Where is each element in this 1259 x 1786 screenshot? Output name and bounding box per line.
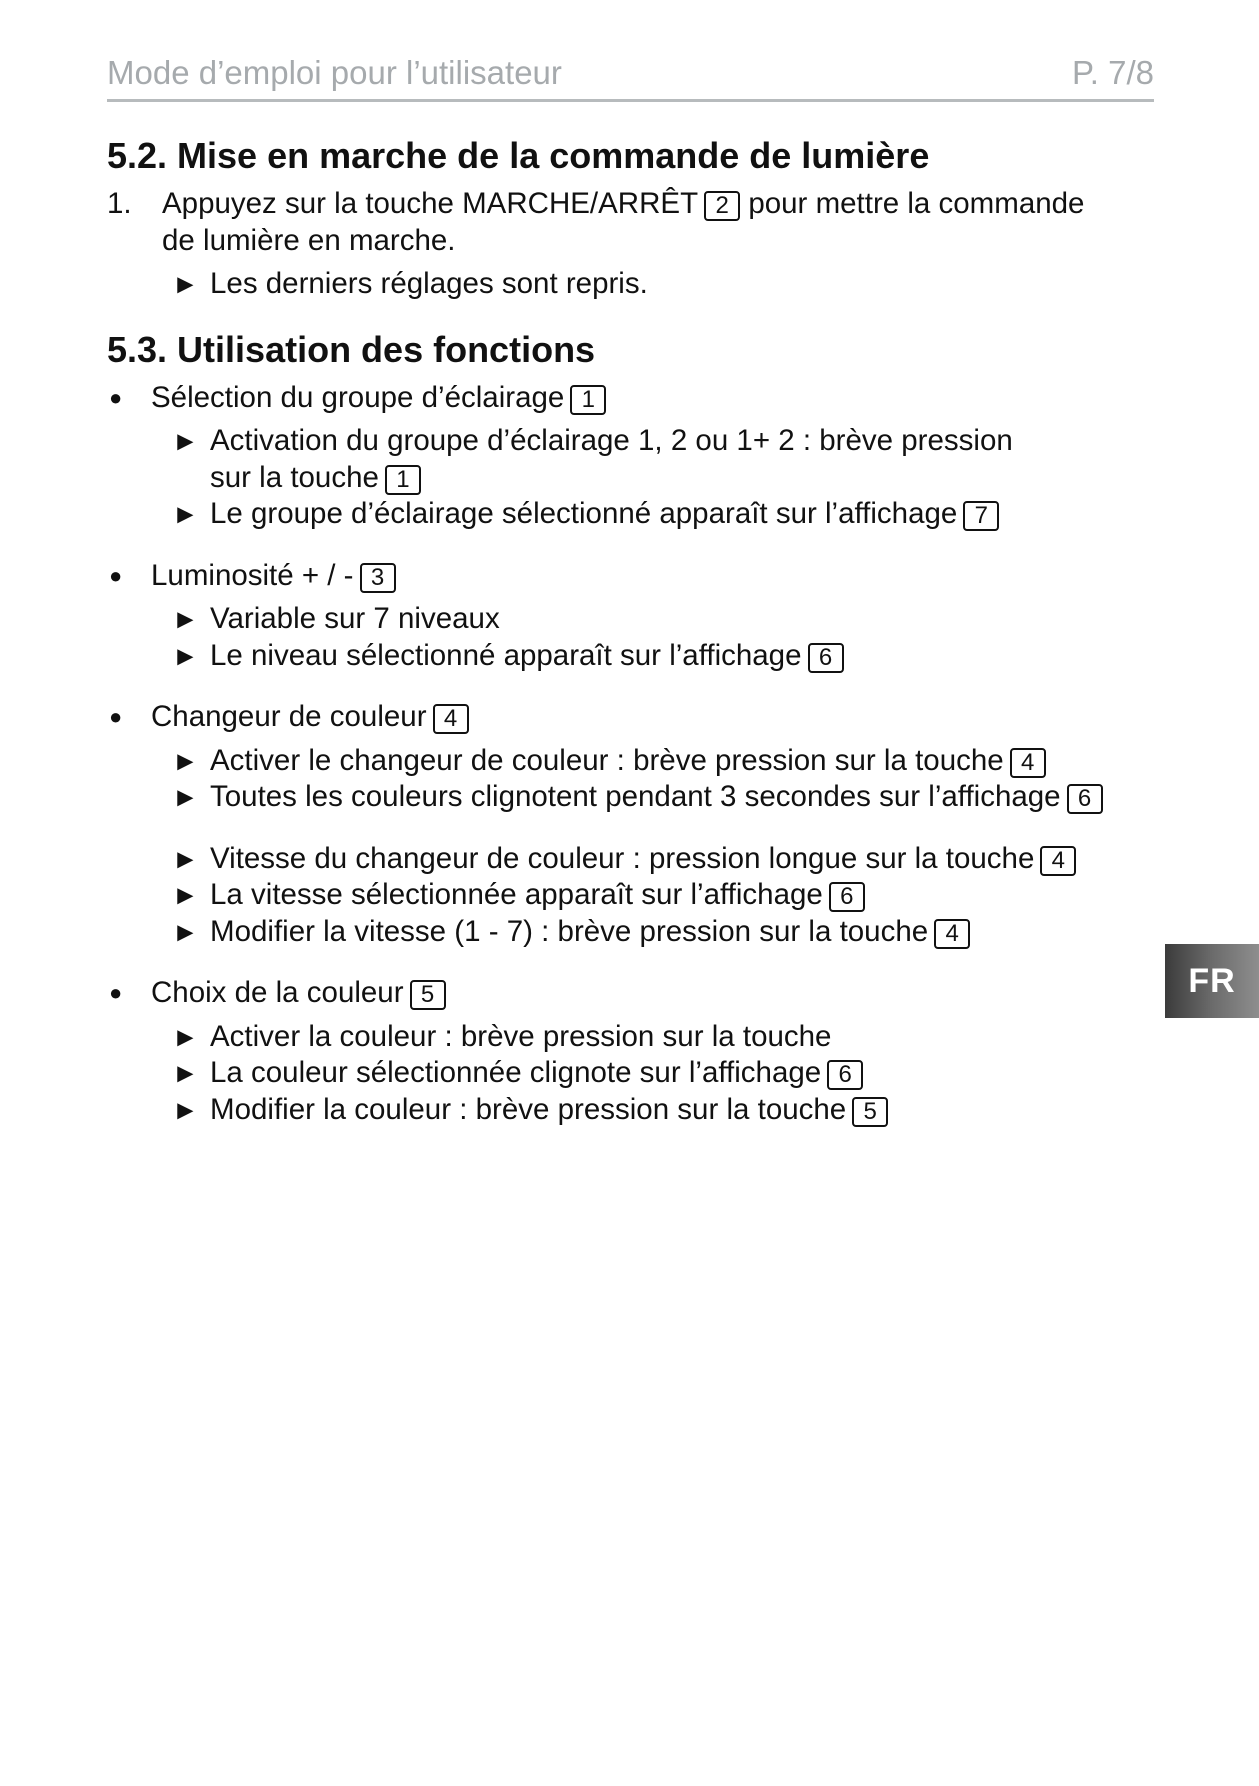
key-ref-6: 6 [827, 1060, 863, 1090]
list-item-label: Sélection du groupe d’éclairage [151, 380, 565, 414]
key-ref-4: 4 [433, 704, 469, 734]
key-ref-1: 1 [570, 385, 606, 415]
sub-item [107, 743, 1167, 780]
sub-item-text: Activer la couleur : brève pression sur la touche [210, 1019, 832, 1053]
sub-item [107, 779, 1167, 816]
list-item-label: Choix de la couleur [151, 976, 404, 1009]
key-ref-4: 4 [934, 919, 970, 949]
sub-item [107, 1055, 1167, 1092]
sub-item-text: Modifier la couleur : brève pression sur la touche [210, 1092, 847, 1126]
bullet-icon: ● [109, 704, 123, 729]
document-body [107, 134, 1167, 1128]
sub-item [107, 914, 1167, 951]
sub-item [107, 877, 1167, 914]
step-1 [107, 186, 1167, 223]
result-text: Les derniers réglages sont repris. [210, 267, 648, 300]
arrow-icon: ► [172, 426, 199, 456]
sub-item-text: sur la touche [210, 460, 379, 494]
arrow-icon: ► [172, 1058, 199, 1088]
arrow-icon: ► [172, 1021, 199, 1052]
arrow-icon: ► [172, 782, 199, 812]
bullet-icon: ● [109, 980, 123, 1005]
arrow-icon: ► [172, 916, 199, 947]
header-title: Mode d’emploi pour l’utilisateur [107, 54, 562, 91]
key-ref-6: 6 [808, 643, 844, 673]
step-1-result [107, 266, 1167, 303]
key-ref-2: 2 [704, 191, 740, 221]
bullet-icon: ● [109, 384, 123, 410]
arrow-icon: ► [172, 604, 199, 634]
sub-item [107, 423, 1167, 460]
arrow-icon: ► [172, 1094, 199, 1125]
key-ref-4: 4 [1040, 846, 1076, 876]
sub-item-text: Le niveau sélectionné apparaît sur l’affichage [210, 638, 802, 672]
sub-item-text: Modifier la vitesse (1 - 7) : brève pression sur la touche [210, 914, 929, 948]
sub-item-text: Activation du groupe d’éclairage 1, 2 ou 1+ 2 : brève pression [210, 424, 1013, 457]
key-ref-4: 4 [1010, 748, 1046, 778]
language-tab: FR [1165, 944, 1259, 1018]
page-number: P. 7/8 [1072, 54, 1154, 91]
key-ref-5: 5 [410, 980, 446, 1010]
list-item-color-changer [107, 699, 1167, 736]
sub-item [107, 1019, 1167, 1056]
arrow-icon: ► [172, 640, 199, 671]
step-1-text-a: Appuyez sur la touche MARCHE/ARRÊT [162, 187, 699, 220]
list-item-lighting-group [107, 380, 1167, 417]
sub-item [107, 601, 1167, 638]
sub-item [107, 1092, 1167, 1129]
key-ref-6: 6 [829, 882, 865, 912]
sub-item-continuation [107, 460, 1167, 497]
arrow-icon: ► [172, 269, 199, 299]
section-5-2-title: 5.2. Mise en marche de la commande de lumière [107, 135, 930, 176]
sub-item-text: Toutes les couleurs clignotent pendant 3 secondes sur l’affichage [210, 780, 1061, 813]
arrow-icon: ► [172, 843, 199, 874]
key-ref-6: 6 [1067, 784, 1103, 814]
list-item-label: Luminosité + / - [151, 558, 354, 592]
list-item-label: Changeur de couleur [151, 700, 427, 733]
key-ref-3: 3 [360, 563, 396, 593]
sub-item [107, 496, 1167, 533]
arrow-icon: ► [172, 499, 199, 529]
list-item-color-choice [107, 975, 1167, 1012]
list-item-brightness [107, 558, 1167, 595]
step-1-text-b: pour mettre la commande [748, 187, 1085, 220]
sub-item-text: La couleur sélectionnée clignote sur l’affichage [210, 1056, 822, 1089]
key-ref-1: 1 [385, 465, 421, 495]
sub-item [107, 841, 1167, 878]
arrow-icon: ► [172, 745, 199, 776]
key-ref-7: 7 [963, 501, 999, 531]
arrow-icon: ► [172, 880, 199, 910]
page-header [107, 52, 1154, 102]
bullet-icon: ● [109, 562, 123, 588]
sub-item-text: Le groupe d’éclairage sélectionné apparaît sur l’affichage [210, 497, 958, 530]
sub-item-text: Vitesse du changeur de couleur : pression longue sur la touche [210, 841, 1035, 875]
step-number: 1. [107, 187, 132, 220]
key-ref-5: 5 [852, 1097, 888, 1127]
step-1-continuation: de lumière en marche. [162, 223, 456, 257]
section-5-3-title: 5.3. Utilisation des fonctions [107, 328, 596, 370]
sub-item-text: La vitesse sélectionnée apparaît sur l’affichage [210, 878, 823, 911]
sub-item-text: Variable sur 7 niveaux [210, 602, 500, 635]
sub-item-text: Activer le changeur de couleur : brève pression sur la touche [210, 743, 1004, 777]
sub-item [107, 638, 1167, 675]
